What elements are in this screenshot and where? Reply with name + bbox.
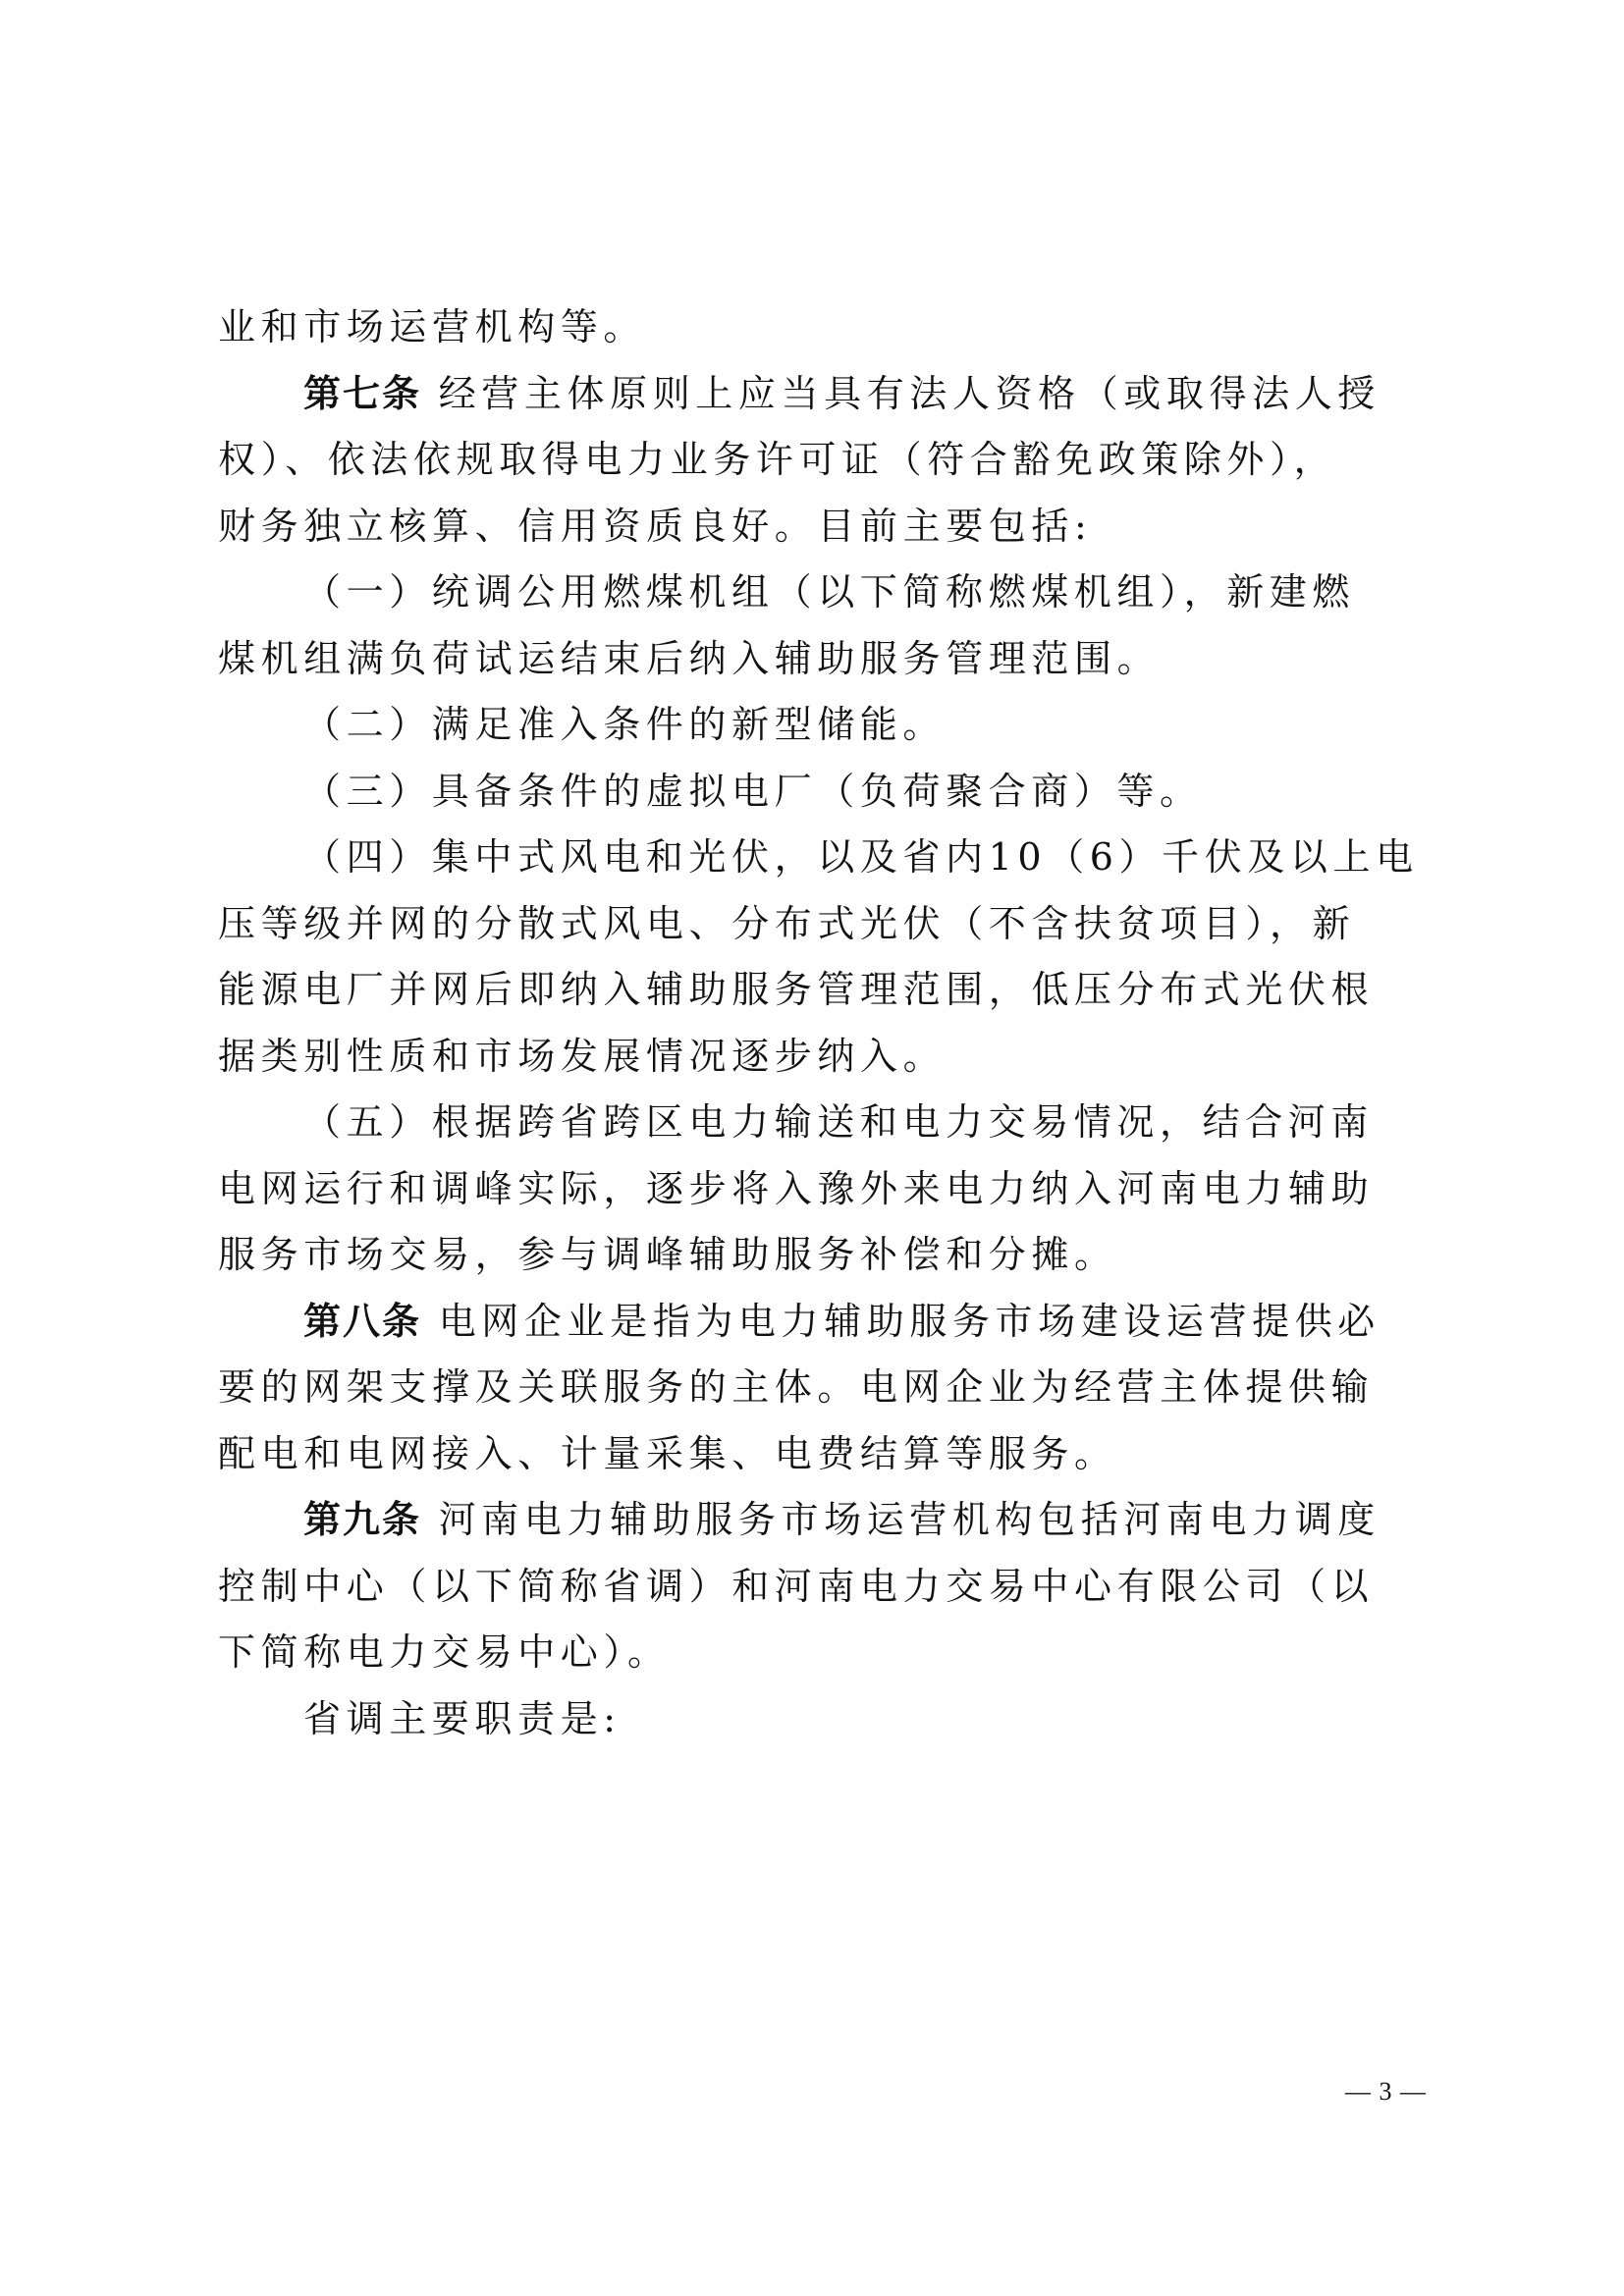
list-item-2 <box>218 692 1426 759</box>
text-line <box>218 957 1426 1024</box>
line-text: （三）具备条件的虚拟电厂（负荷聚合商）等。 <box>303 769 1203 813</box>
line-text: 煤机组满负荷试运结束后纳入辅助服务管理范围。 <box>218 636 1161 680</box>
article-title: 第九条 <box>303 1498 422 1541</box>
list-item-3 <box>218 759 1426 826</box>
line-text: （四）集中式风电和光伏，以及省内10（6）千伏及以上电 <box>303 835 1419 879</box>
page-number: — 3 — <box>1345 2077 1427 2106</box>
line-text: 服务市场交易，参与调峰辅助服务补偿和分摊。 <box>218 1233 1117 1276</box>
article-8-heading-line <box>218 1289 1426 1356</box>
list-item-1 <box>218 560 1426 626</box>
line-text: 据类别性质和市场发展情况逐步纳入。 <box>218 1034 947 1078</box>
line-text: 能源电厂并网后即纳入辅助服务管理范围，低压分布式光伏根 <box>218 968 1375 1011</box>
line-text: 财务独立核算、信用资质良好。目前主要包括: <box>218 504 1093 548</box>
line-text: （五）根据跨省跨区电力输送和电力交易情况，结合河南 <box>303 1100 1375 1144</box>
text-line <box>218 1156 1426 1223</box>
list-item-5 <box>218 1090 1426 1156</box>
text-line <box>218 427 1426 494</box>
line-text: （二）满足准入条件的新型储能。 <box>303 703 947 746</box>
text-line <box>218 1620 1426 1686</box>
line-text: 省调主要职责是: <box>303 1696 622 1740</box>
text-line <box>218 1554 1426 1621</box>
article-9-heading-line <box>218 1487 1426 1554</box>
article-title: 第七条 <box>303 371 422 415</box>
line-text: 要的网架支撑及关联服务的主体。电网企业为经营主体提供输 <box>218 1365 1375 1409</box>
line-text: 下简称电力交易中心）。 <box>218 1630 671 1674</box>
list-item-4 <box>218 825 1426 891</box>
line-text: 控制中心（以下简称省调）和河南电力交易中心有限公司（以 <box>218 1564 1375 1608</box>
line-text: （一）统调公用燃煤机组（以下简称燃煤机组），新建燃 <box>303 570 1356 614</box>
text-line <box>218 1024 1426 1091</box>
text-line <box>218 1222 1426 1289</box>
line-text: 权）、依法依规取得电力业务许可证（符合豁免政策除外）， <box>218 438 1337 481</box>
line-text: 配电和电网接入、计量采集、电费结算等服务。 <box>218 1431 1117 1475</box>
text-line <box>218 294 1426 361</box>
text-line <box>218 891 1426 958</box>
article-7-heading-line <box>218 361 1426 428</box>
text-line <box>218 1421 1426 1488</box>
text-line <box>218 494 1426 561</box>
text-line <box>218 626 1426 693</box>
line-text: 业和市场运营机构等。 <box>218 305 647 348</box>
article-title: 第八条 <box>303 1299 422 1343</box>
document-body <box>218 294 1426 1752</box>
text-line <box>218 1686 1426 1753</box>
line-text: 经营主体原则上应当具有法人资格（或取得法人授 <box>421 371 1380 415</box>
line-text: 电网运行和调峰实际，逐步将入豫外来电力纳入河南电力辅助 <box>218 1166 1375 1210</box>
line-text: 河南电力辅助服务市场运营机构包括河南电力调度 <box>421 1498 1380 1541</box>
line-text: 压等级并网的分散式风电、分布式光伏（不含扶贫项目），新 <box>218 901 1356 945</box>
text-line <box>218 1355 1426 1421</box>
line-text: 电网企业是指为电力辅助服务市场建设运营提供必 <box>421 1299 1380 1343</box>
